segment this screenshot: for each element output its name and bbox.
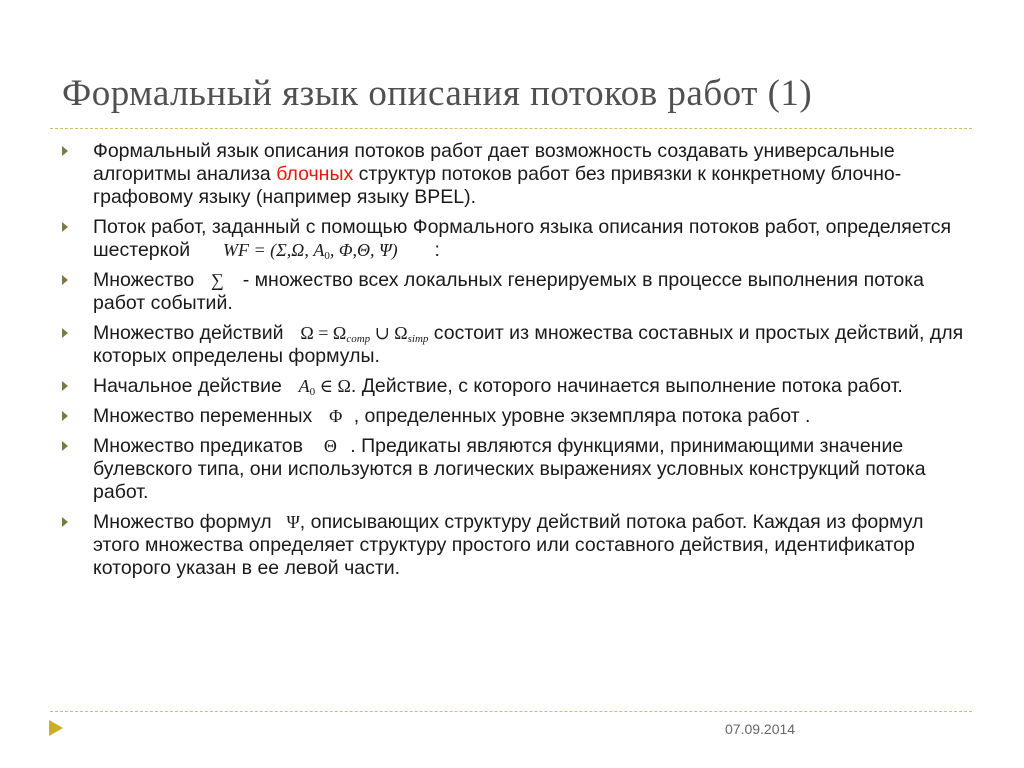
- bullet-text: Формальный язык описания потоков работ дает возможность создавать универсальные алгоритмы анализа: [93, 140, 895, 185]
- bullet-text: Множество формул: [93, 511, 272, 533]
- bullet-text: Множество действий: [93, 322, 284, 344]
- bullet-text: Множество: [93, 269, 195, 291]
- bullet-text: состоит из множества составных и простых действий, для которых определены формулы.: [93, 322, 964, 367]
- bullet-arrow-icon: [62, 517, 68, 527]
- play-triangle-icon: [49, 720, 63, 736]
- bullet-text: структур потоков работ без привязки к конкретному блочно-графовому языку (например языку BPEL).: [93, 163, 902, 208]
- formula-phi: Φ: [329, 406, 343, 426]
- bullet-item: [62, 216, 972, 262]
- formula-wf: WF = (Σ,Ω, $A_0$, Φ,Θ, Ψ): [222, 240, 398, 262]
- bullet-item: [62, 375, 972, 398]
- bullet-text: Начальное действие: [93, 375, 282, 397]
- bullet-text: Множество переменных: [93, 405, 313, 427]
- bullet-arrow-icon: [62, 328, 68, 338]
- footer-divider: [50, 711, 972, 712]
- bullet-item: [62, 269, 972, 315]
- footer-date: 07.09.2014: [725, 721, 796, 737]
- bullet-list: [62, 140, 972, 587]
- slide-title: Формальный язык описания потоков работ (1): [62, 73, 813, 114]
- bullet-text: Поток работ, заданный с помощью Формального языка описания потоков работ, определяется шестеркой: [93, 216, 952, 261]
- bullet-text: :: [434, 239, 440, 261]
- highlighted-word: блочных: [276, 163, 354, 185]
- bullet-arrow-icon: [62, 275, 68, 285]
- bullet-item: [62, 405, 972, 428]
- formula-psi: Ψ: [286, 512, 300, 532]
- bullet-text: , определенных уровне экземпляра потока работ .: [353, 405, 811, 427]
- bullet-item: [62, 435, 972, 504]
- bullet-arrow-icon: [62, 381, 68, 391]
- bullet-arrow-icon: [62, 222, 68, 232]
- bullet-text: . Действие, с которого начинается выполнение потока работ.: [350, 375, 903, 397]
- bullet-text: Множество предикатов: [93, 435, 303, 457]
- bullet-item: [62, 140, 972, 209]
- formula-omega: $\Omega = \Omega_{comp}$ ∪ $\Omega_{simp}$: [300, 323, 429, 345]
- formula-theta: Θ: [323, 436, 337, 456]
- title-divider: [50, 128, 972, 129]
- bullet-text: . Предикаты являются функциями, принимающими значение булевского типа, они используются в логических выражениях условных конструкций потока работ.: [93, 435, 926, 503]
- bullet-item: [62, 511, 972, 580]
- formula-a0: $A_0$ ∈ Ω: [298, 376, 351, 398]
- bullet-arrow-icon: [62, 441, 68, 451]
- bullet-item: [62, 322, 972, 368]
- formula-sigma: ∑: [211, 270, 224, 290]
- bullet-text: - множество всех локальных генерируемых в процессе выполнения потока работ событий.: [93, 269, 925, 314]
- bullet-arrow-icon: [62, 146, 68, 156]
- bullet-arrow-icon: [62, 411, 68, 421]
- bullet-text: , описывающих структуру действий потока работ. Каждая из формул этого множества определяет структуру простого или составного действия, идентификатор которого указан в ее левой части.: [93, 511, 924, 579]
